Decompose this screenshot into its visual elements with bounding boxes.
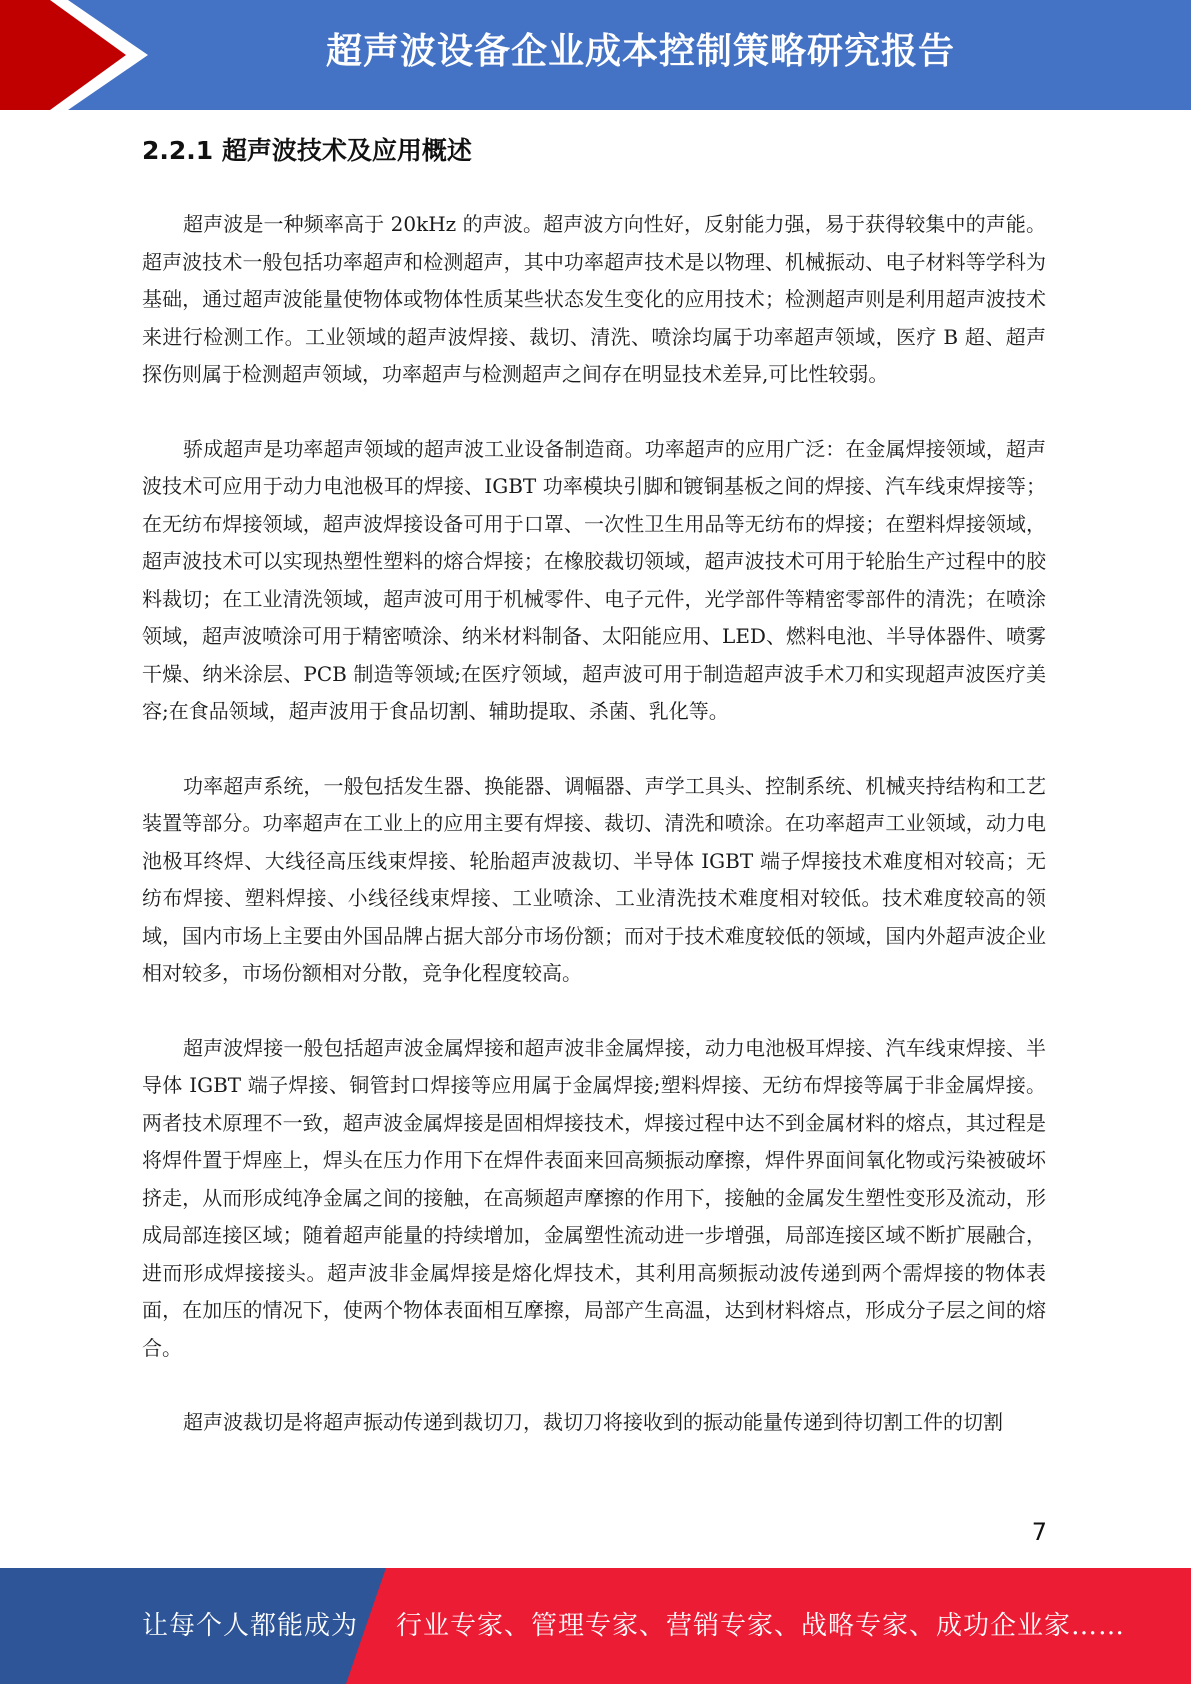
paragraph-overview: 超声波是一种频率高于 20kHz 的声波。超声波方向性好，反射能力强，易于获得较集中的声能。超声波技术一般包括功率超声和检测超声，其中功率超声技术是以物理、机械振动、电子材料等学科为基础，通过超声波能量使物体或物体性质某些状态发生变化的应用技术；检测超声则是利用超声波技术来进行检测工作。工业领域的超声波焊接、裁切、清洗、喷涂均属于功率超声领域，医疗 B 超、超声探伤则属于检测超声领域，功率超声与检测超声之间存在明显技术差异,可比性较弱。 xyxy=(142,212,1046,386)
header-chevron-decoration xyxy=(0,0,150,110)
section-heading: 2.2.1 超声波技术及应用概述 xyxy=(142,136,472,165)
paragraph-power-ultrasound-system: 功率超声系统，一般包括发生器、换能器、调幅器、声学工具头、控制系统、机械夹持结构和工艺装置等部分。功率超声在工业上的应用主要有焊接、裁切、清洗和喷涂。在功率超声工业领域，动力电池极耳终焊、大线径高压线束焊接、轮胎超声波裁切、半导体 IGBT 端子焊接技术难度相对较高；无纺布焊接、塑料焊接、小线径线束焊接、工业喷涂、工业清洗技术难度相对较低。技术难度较高的领域，国内市场上主要由外国品牌占据大部分市场份额；而对于技术难度较低的领域，国内外超声波企业相对较多，市场份额相对分散，竞争化程度较高。 xyxy=(142,773,1046,985)
paragraph-applications: 骄成超声是功率超声领域的超声波工业设备制造商。功率超声的应用广泛：在金属焊接领域，超声波技术可应用于动力电池极耳的焊接、IGBT 功率模块引脚和镀铜基板之间的焊接、汽车线束焊接等；在无纺布焊接领域，超声波焊接设备可用于口罩、一次性卫生用品等无纺布的焊接；在塑料焊接领域，超声波技术可以实现热塑性塑料的熔合焊接；在橡胶裁切领域，超声波技术可用于轮胎生产过程中的胶料裁切；在工业清洗领域，超声波可用于机械零件、电子元件，光学部件等精密零部件的清洗；在喷涂领域，超声波喷涂可用于精密喷涂、纳米材料制备、太阳能应用、LED、燃料电池、半导体器件、喷雾干燥、纳米涂层、PCB 制造等领域;在医疗领域，超声波可用于制造超声波手术刀和实现超声波医疗美容;在食品领域，超声波用于食品切割、辅助提取、杀菌、乳化等。 xyxy=(142,436,1046,723)
page-header xyxy=(0,0,1191,110)
page-footer xyxy=(0,1568,1191,1684)
page-number: 7 xyxy=(1031,1518,1047,1546)
report-title: 超声波设备企业成本控制策略研究报告 xyxy=(325,31,955,72)
main-content xyxy=(142,126,1046,1442)
paragraph-ultrasonic-welding: 超声波焊接一般包括超声波金属焊接和超声波非金属焊接，动力电池极耳焊接、汽车线束焊接、半导体 IGBT 端子焊接、铜管封口焊接等应用属于金属焊接;塑料焊接、无纺布焊接等属于非金属焊接。两者技术原理不一致，超声波金属焊接是固相焊接技术，焊接过程中达不到金属材料的熔点，其过程是将焊件置于焊座上，焊头在压力作用下在焊件表面来回高频振动摩擦，焊件界面间氧化物或污染被破坏挤走，从而形成纯净金属之间的接触，在高频超声摩擦的作用下，接触的金属发生塑性变形及流动，形成局部连接区域；随着超声能量的持续增加，金属塑性流动进一步增强，局部连接区域不断扩展融合，进而形成焊接接头。超声波非金属焊接是熔化焊技术，其利用高频振动波传递到两个需焊接的物体表面，在加压的情况下，使两个物体表面相互摩擦，局部产生高温，达到材料熔点，形成分子层之间的熔合。 xyxy=(142,1035,1046,1360)
footer-slogan-left: 让每个人都能成为 xyxy=(142,1611,359,1641)
paragraph-ultrasonic-cutting: 超声波裁切是将超声振动传递到裁切刀，裁切刀将接收到的振动能量传递到待切割工件的切割 xyxy=(183,1410,1003,1434)
footer-slogan-right: 行业专家、管理专家、营销专家、战略专家、成功企业家…… xyxy=(396,1611,1126,1641)
